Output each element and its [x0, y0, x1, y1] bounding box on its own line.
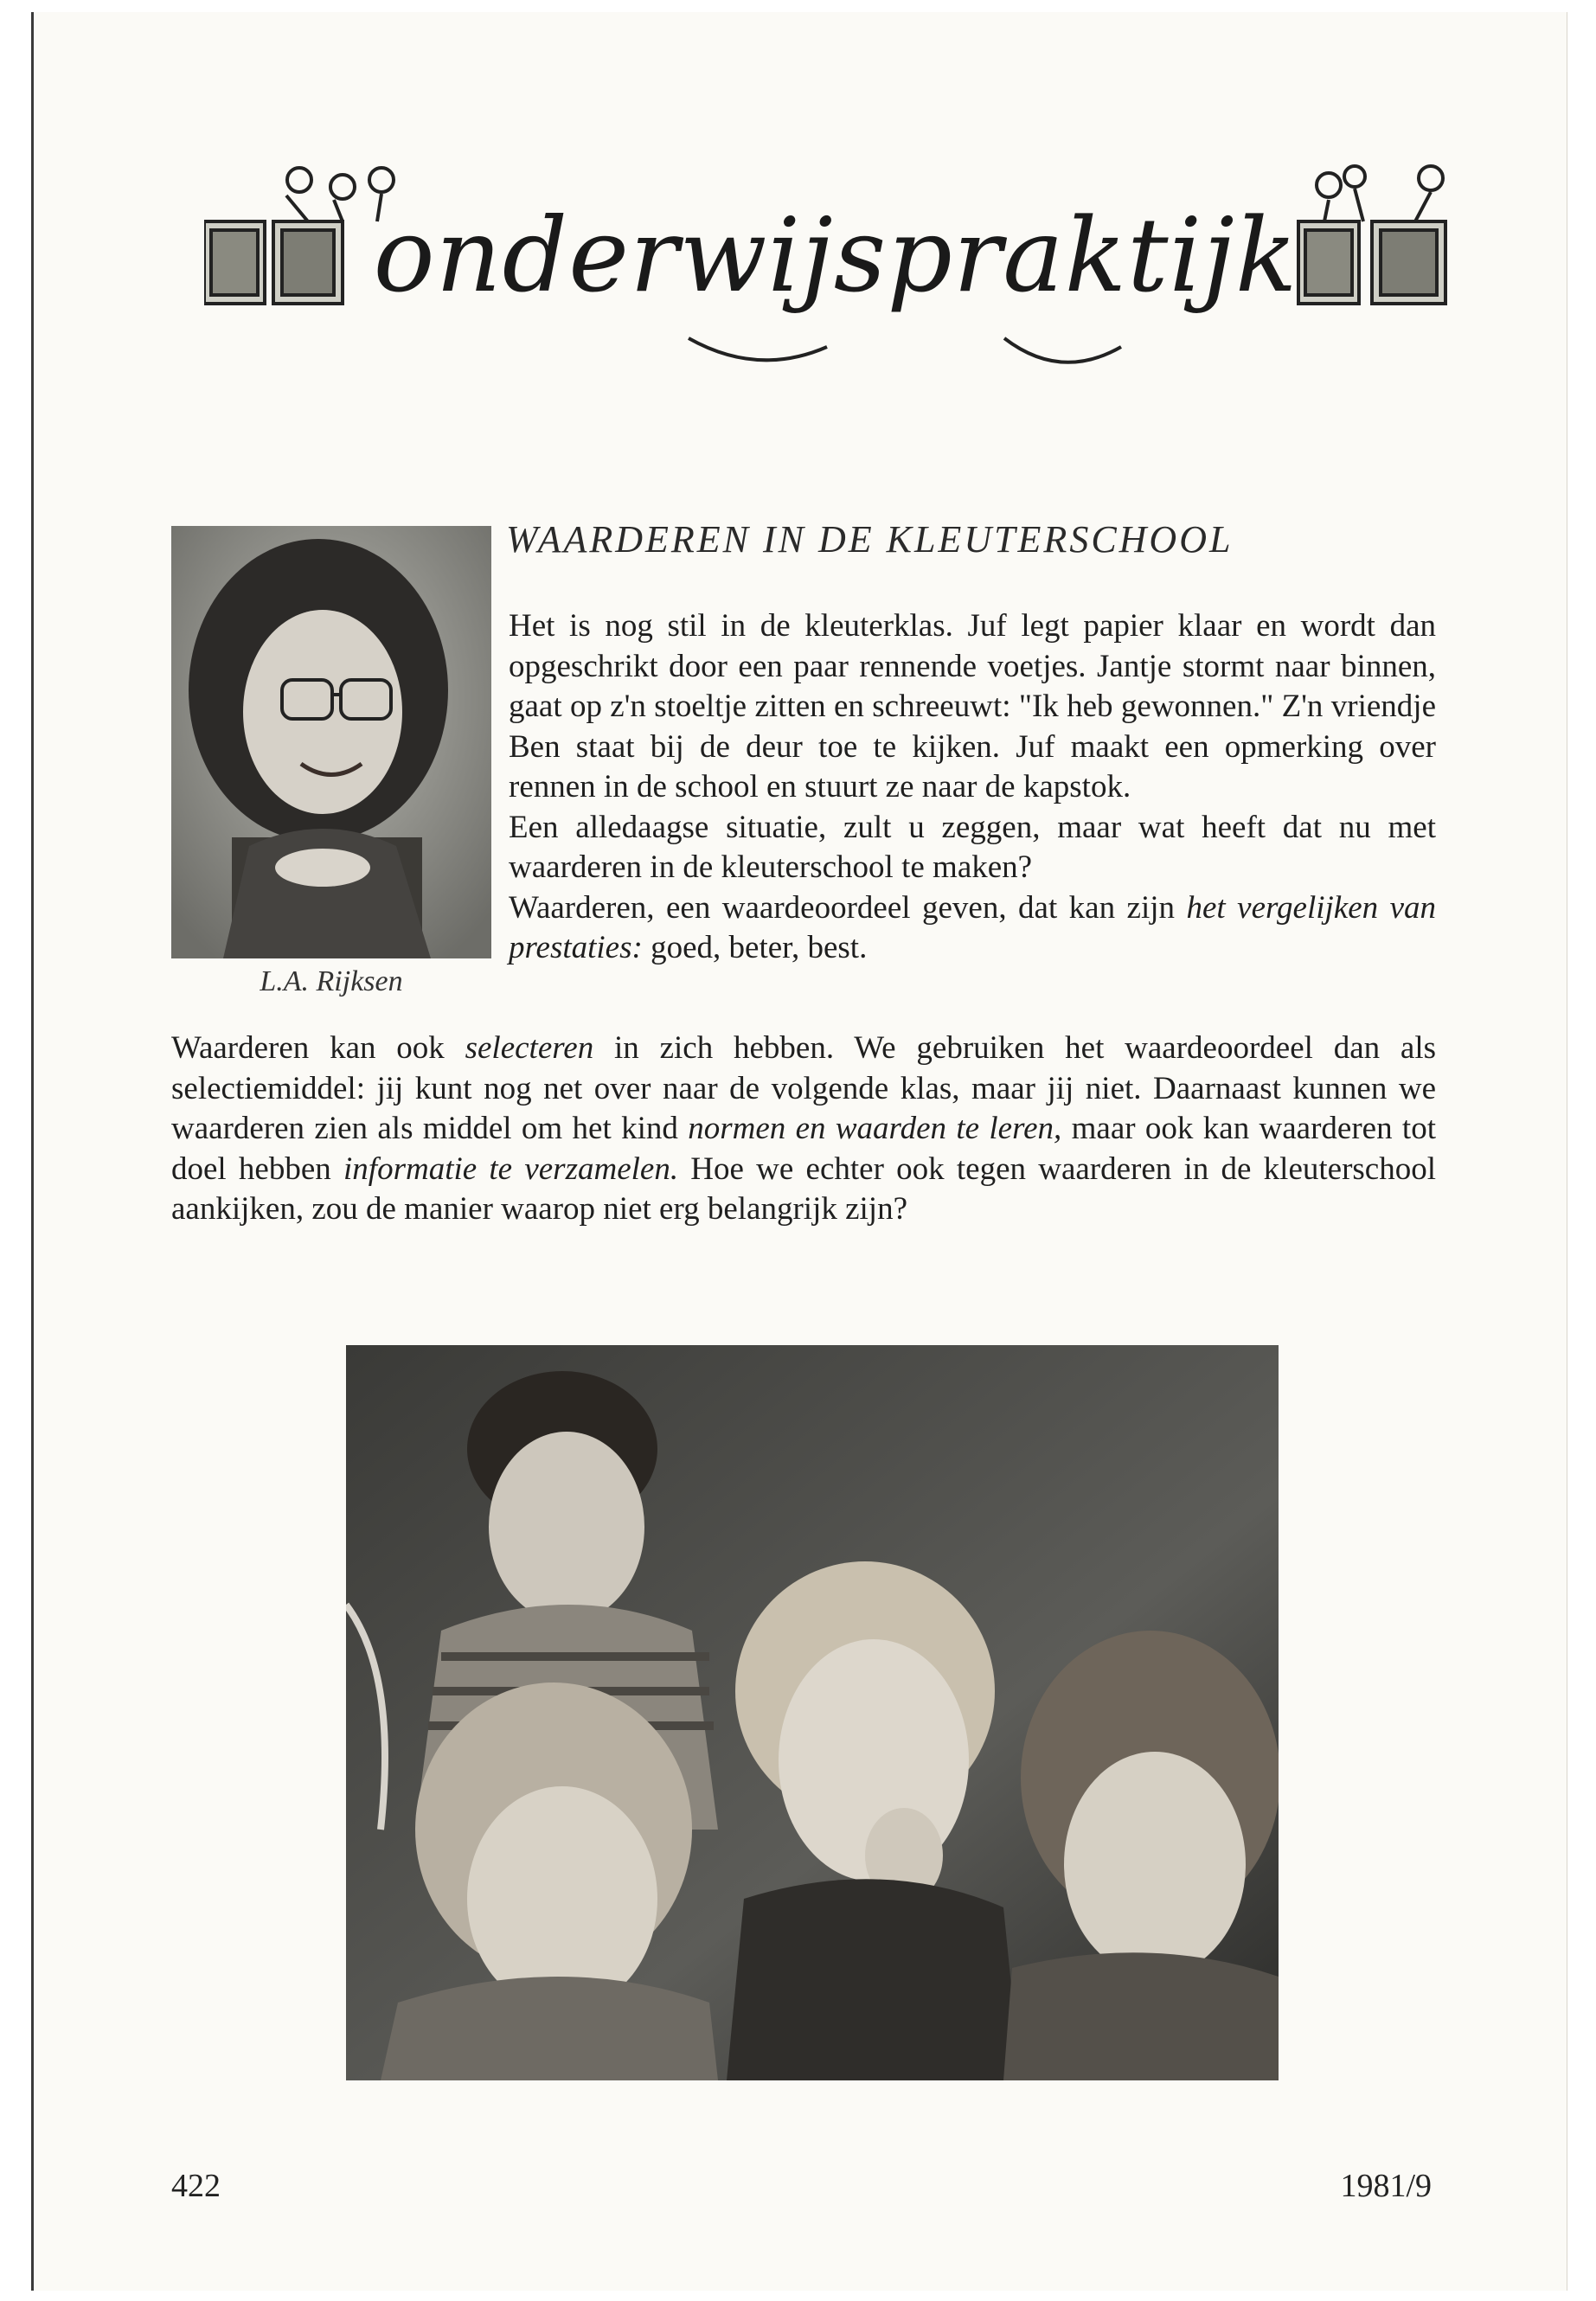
article-intro: [509, 606, 1436, 969]
left-illustration: [204, 168, 394, 304]
author-portrait: [171, 526, 491, 958]
article-title: WAARDEREN IN DE KLEUTERSCHOOL: [506, 518, 1234, 561]
right-illustration: [1298, 166, 1445, 304]
paragraph-1: Het is nog stil in de kleuterklas. Juf legt papier klaar en wordt dan opgeschrikt door een paar rennende voetjes. Jantje stormt naar binnen, gaat op z'n stoeltje zitten en schreeuwt: "Ik heb gewonnen." Z'n vriendje Ben staat bij de deur toe te kijken. Juf maakt een opmerking over rennen in de school en stuurt ze naar de kapstok.: [509, 608, 1436, 804]
paragraph-4: Waarderen kan ook selecteren in zich hebben. We gebruiken het waardeoordeel dan als selectiemiddel: jij kunt nog net over naar de volgende klas, maar jij niet. Daarnaast kunnen we waarderen zien als middel om het kind normen en waarden te leren, maar ook kan waarderen tot doel hebben informatie te verzamelen. Hoe we echter ook tegen waarderen in de kleuterschool aankijken, zou de manier waarop niet erg belangrijk zijn?: [171, 1030, 1437, 1227]
paragraph-2: Een alledaagse situatie, zult u zeggen, maar wat heeft dat nu met waarderen in de kleuterschool te maken?: [509, 809, 1436, 885]
masthead-wordmark: onderwijspraktijk: [373, 195, 1298, 315]
masthead: [204, 161, 1467, 394]
paragraph-3: Waarderen, een waardeoordeel geven, dat kan zijn het vergelijken van prestaties: goed, beter, best.: [509, 889, 1437, 965]
article-body: [171, 1029, 1436, 1230]
page-number: 422: [171, 2168, 221, 2204]
issue-number: 1981/9: [1340, 2168, 1432, 2204]
portrait-caption: L.A. Rijksen: [260, 965, 403, 997]
children-photo: [346, 1345, 1279, 2080]
